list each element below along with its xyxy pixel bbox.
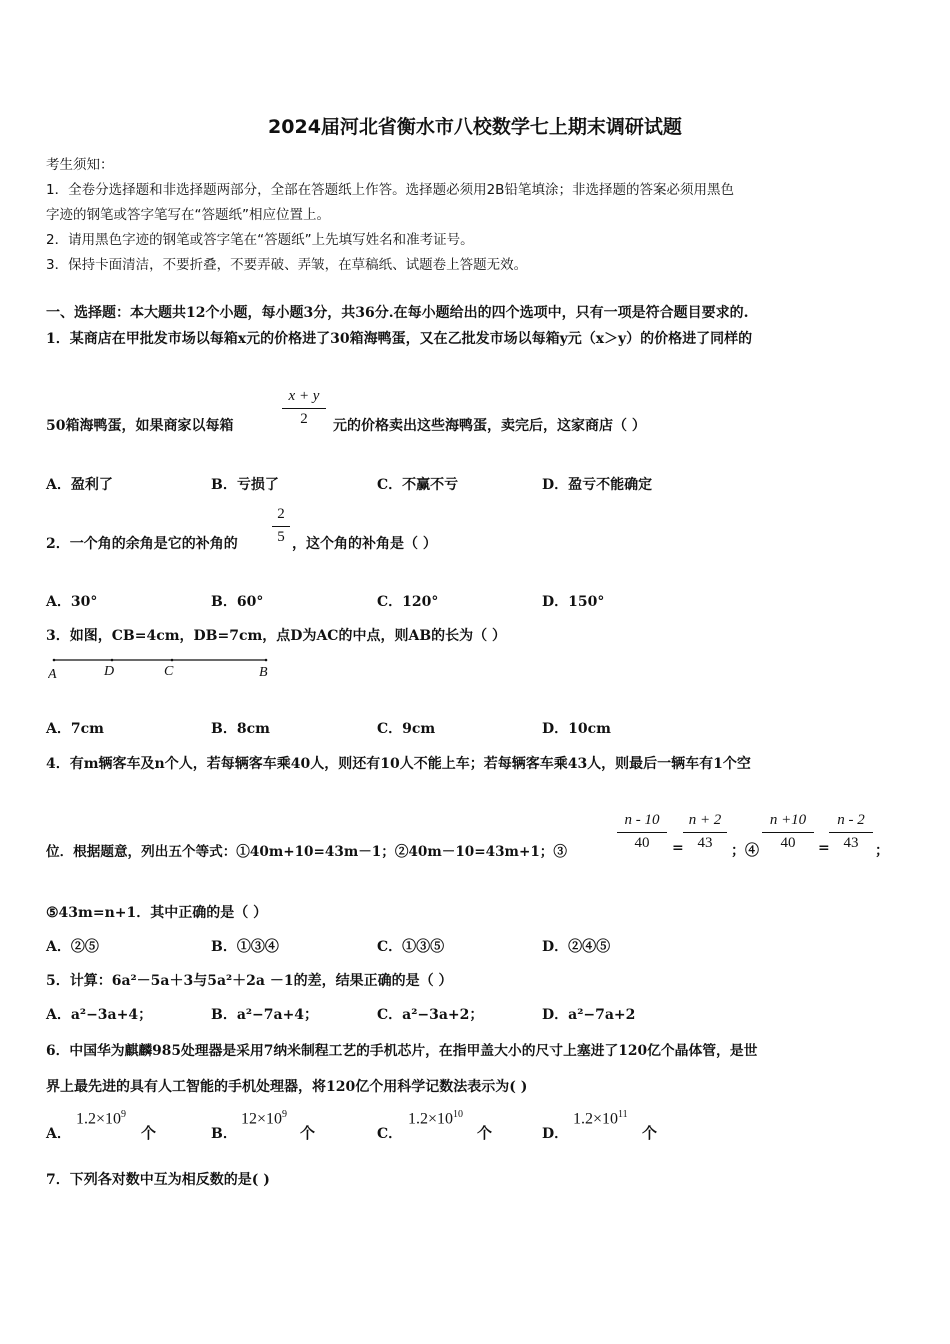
section-heading: 一、选择题：本大题共12个小题，每小题3分，共36分.在每小题给出的四个选项中，只有一项是符合题目要求的. — [46, 305, 749, 321]
point-c-dot — [171, 659, 174, 662]
q4-fraction-3-numerator: n +10 — [769, 812, 807, 828]
q6-line-1: 6．中国华为麒麟985处理器是采用7纳米制程工艺的手机芯片，在指甲盖大小的尺寸上塞进了120亿个晶体管，是世 — [46, 1043, 758, 1059]
q6-option-a-base: 1.2×10 — [76, 1110, 122, 1128]
q6-option-d-label[interactable]: D． — [542, 1126, 569, 1142]
q4-fraction-1 — [617, 812, 667, 852]
q6-option-d-base: 1.2×10 — [573, 1110, 619, 1128]
q2-text-b: ，这个角的补角是（ ） — [292, 536, 437, 552]
q6-option-c-unit: 个 — [477, 1124, 493, 1142]
q2-fraction — [272, 506, 290, 546]
q6-option-c-label[interactable]: C． — [377, 1126, 403, 1142]
fraction-bar — [762, 832, 814, 833]
fraction-bar — [683, 832, 727, 833]
q3-line-segment-figure — [48, 654, 278, 682]
q4-line-2a: 位．根据题意，列出五个等式：①40m+10=43m－1；②40m－10=43m+1；③ — [46, 844, 567, 860]
q6-option-a-value — [76, 1109, 126, 1128]
note-line-1: 1．全卷分选择题和非选择题两部分，全部在答题纸上作答。选择题必须用2B铅笔填涂；非选择题的答案必须用黑色 — [46, 182, 734, 198]
q6-option-b-value — [241, 1109, 287, 1128]
q6-option-c-exponent: 10 — [453, 1109, 464, 1120]
q1-option-b[interactable]: B．亏损了 — [211, 477, 279, 493]
q6-option-b-unit: 个 — [300, 1124, 316, 1142]
q2-option-c[interactable]: C．120° — [377, 594, 439, 610]
q3-option-a[interactable]: A．7cm — [46, 721, 104, 737]
note-line-4: 3．保持卡面清洁，不要折叠，不要弄破、弄皱，在草稿纸、试题卷上答题无效。 — [46, 257, 528, 273]
q4-fraction-4-denominator: 43 — [843, 835, 859, 851]
q2-fraction-denominator: 5 — [277, 529, 285, 545]
q6-option-d-exponent: 11 — [618, 1109, 628, 1120]
q1-fraction — [282, 388, 326, 428]
point-c-label: C — [164, 664, 174, 679]
q6-option-a-label[interactable]: A． — [46, 1126, 71, 1142]
q5-text: 5．计算：6a²－5a＋3与5a²＋2a －1的差，结果正确的是（ ） — [46, 973, 453, 989]
q6-option-b-label[interactable]: B． — [211, 1126, 237, 1142]
q6-option-c-value — [408, 1109, 463, 1128]
q7-text: 7．下列各对数中互为相反数的是( ) — [46, 1172, 270, 1188]
q5-option-b[interactable]: B．a²−7a+4； — [211, 1007, 319, 1023]
q2-fraction-numerator: 2 — [277, 506, 285, 522]
q4-fraction-2-denominator: 43 — [697, 835, 713, 851]
q6-option-b-exponent: 9 — [282, 1109, 288, 1120]
fraction-bar — [282, 408, 326, 409]
fraction-bar — [829, 832, 873, 833]
point-d-label: D — [104, 664, 115, 679]
q3-option-b[interactable]: B．8cm — [211, 721, 270, 737]
q4-fraction-4-numerator: n - 2 — [837, 812, 865, 828]
note-line-3: 2．请用黑色字迹的钢笔或答字笔在“答题纸”上先填写姓名和准考证号。 — [46, 232, 474, 248]
q4-fraction-3-denominator: 40 — [780, 835, 796, 851]
q6-option-a-exponent: 9 — [121, 1109, 127, 1120]
q4-fraction-1-numerator: n - 10 — [624, 812, 660, 828]
q4-fraction-1-denominator: 40 — [634, 835, 650, 851]
q2-option-d[interactable]: D．150° — [542, 594, 605, 610]
q4-option-d[interactable]: D．②④⑤ — [542, 939, 611, 955]
q6-option-d-unit: 个 — [642, 1124, 658, 1142]
q4-equals-2: = — [818, 840, 830, 856]
q6-option-a-unit: 个 — [141, 1124, 157, 1142]
q3-text: 3．如图，CB=4cm，DB=7cm，点D为AC的中点，则AB的长为（ ） — [46, 628, 507, 644]
q4-line-end: ； — [875, 843, 889, 859]
q2-option-b[interactable]: B．60° — [211, 594, 264, 610]
q1-line-1: 1．某商店在甲批发市场以每箱x元的价格进了30箱海鸭蛋，又在乙批发市场以每箱y元（x＞y）的价格进了同样的 — [46, 331, 753, 347]
point-d-dot — [111, 659, 114, 662]
fraction-bar — [272, 526, 290, 527]
q1-fraction-numerator: x + y — [288, 388, 320, 404]
q4-fraction-3 — [762, 812, 814, 852]
q4-option-b[interactable]: B．①③④ — [211, 939, 279, 955]
q4-fraction-4 — [829, 812, 873, 852]
q2-text-a: 2．一个角的余角是它的补角的 — [46, 536, 238, 552]
point-a-label: A — [48, 667, 57, 682]
q4-fraction-2-numerator: n + 2 — [688, 812, 722, 828]
q1-fraction-denominator: 2 — [300, 411, 308, 427]
point-b-dot — [265, 659, 268, 662]
fraction-bar — [617, 832, 667, 833]
q1-option-d[interactable]: D．盈亏不能确定 — [542, 477, 653, 493]
q1-line-2a: 50箱海鸭蛋，如果商家以每箱 — [46, 418, 234, 434]
point-a-dot — [53, 659, 56, 662]
q6-option-c-base: 1.2×10 — [408, 1110, 454, 1128]
q2-option-a[interactable]: A．30° — [46, 594, 98, 610]
q4-option-a[interactable]: A．②⑤ — [46, 939, 99, 955]
q6-option-d-value — [573, 1109, 628, 1128]
q4-equals-1: = — [672, 840, 684, 856]
q4-separator: ；④ — [731, 843, 759, 859]
q6-line-2: 界上最先进的具有人工智能的手机处理器，将120亿个用科学记数法表示为( ) — [46, 1079, 528, 1095]
q5-option-d[interactable]: D．a²−7a+2 — [542, 1007, 636, 1023]
q4-option-c[interactable]: C．①③⑤ — [377, 939, 445, 955]
q6-option-b-base: 12×10 — [241, 1110, 283, 1128]
page-title: 2024届河北省衡水市八校数学七上期末调研试题 — [268, 116, 682, 138]
q3-option-d[interactable]: D．10cm — [542, 721, 611, 737]
notes-heading: 考生须知： — [46, 157, 114, 173]
q1-line-2b: 元的价格卖出这些海鸭蛋，卖完后，这家商店（ ） — [333, 418, 646, 434]
point-b-label: B — [259, 665, 268, 680]
q5-option-c[interactable]: C．a²−3a+2； — [377, 1007, 484, 1023]
q4-fraction-2 — [683, 812, 727, 852]
q5-option-a[interactable]: A．a²−3a+4； — [46, 1007, 153, 1023]
q3-option-c[interactable]: C．9cm — [377, 721, 436, 737]
q4-line-1: 4．有m辆客车及n个人，若每辆客车乘40人，则还有10人不能上车；若每辆客车乘43人，则最后一辆车有1个空 — [46, 756, 751, 772]
q1-option-c[interactable]: C．不赢不亏 — [377, 477, 459, 493]
q1-option-a[interactable]: A．盈利了 — [46, 477, 113, 493]
q4-line-3: ⑤43m=n+1．其中正确的是（ ） — [46, 905, 268, 921]
note-line-2: 字迹的钢笔或答字笔写在“答题纸”相应位置上。 — [46, 207, 330, 223]
